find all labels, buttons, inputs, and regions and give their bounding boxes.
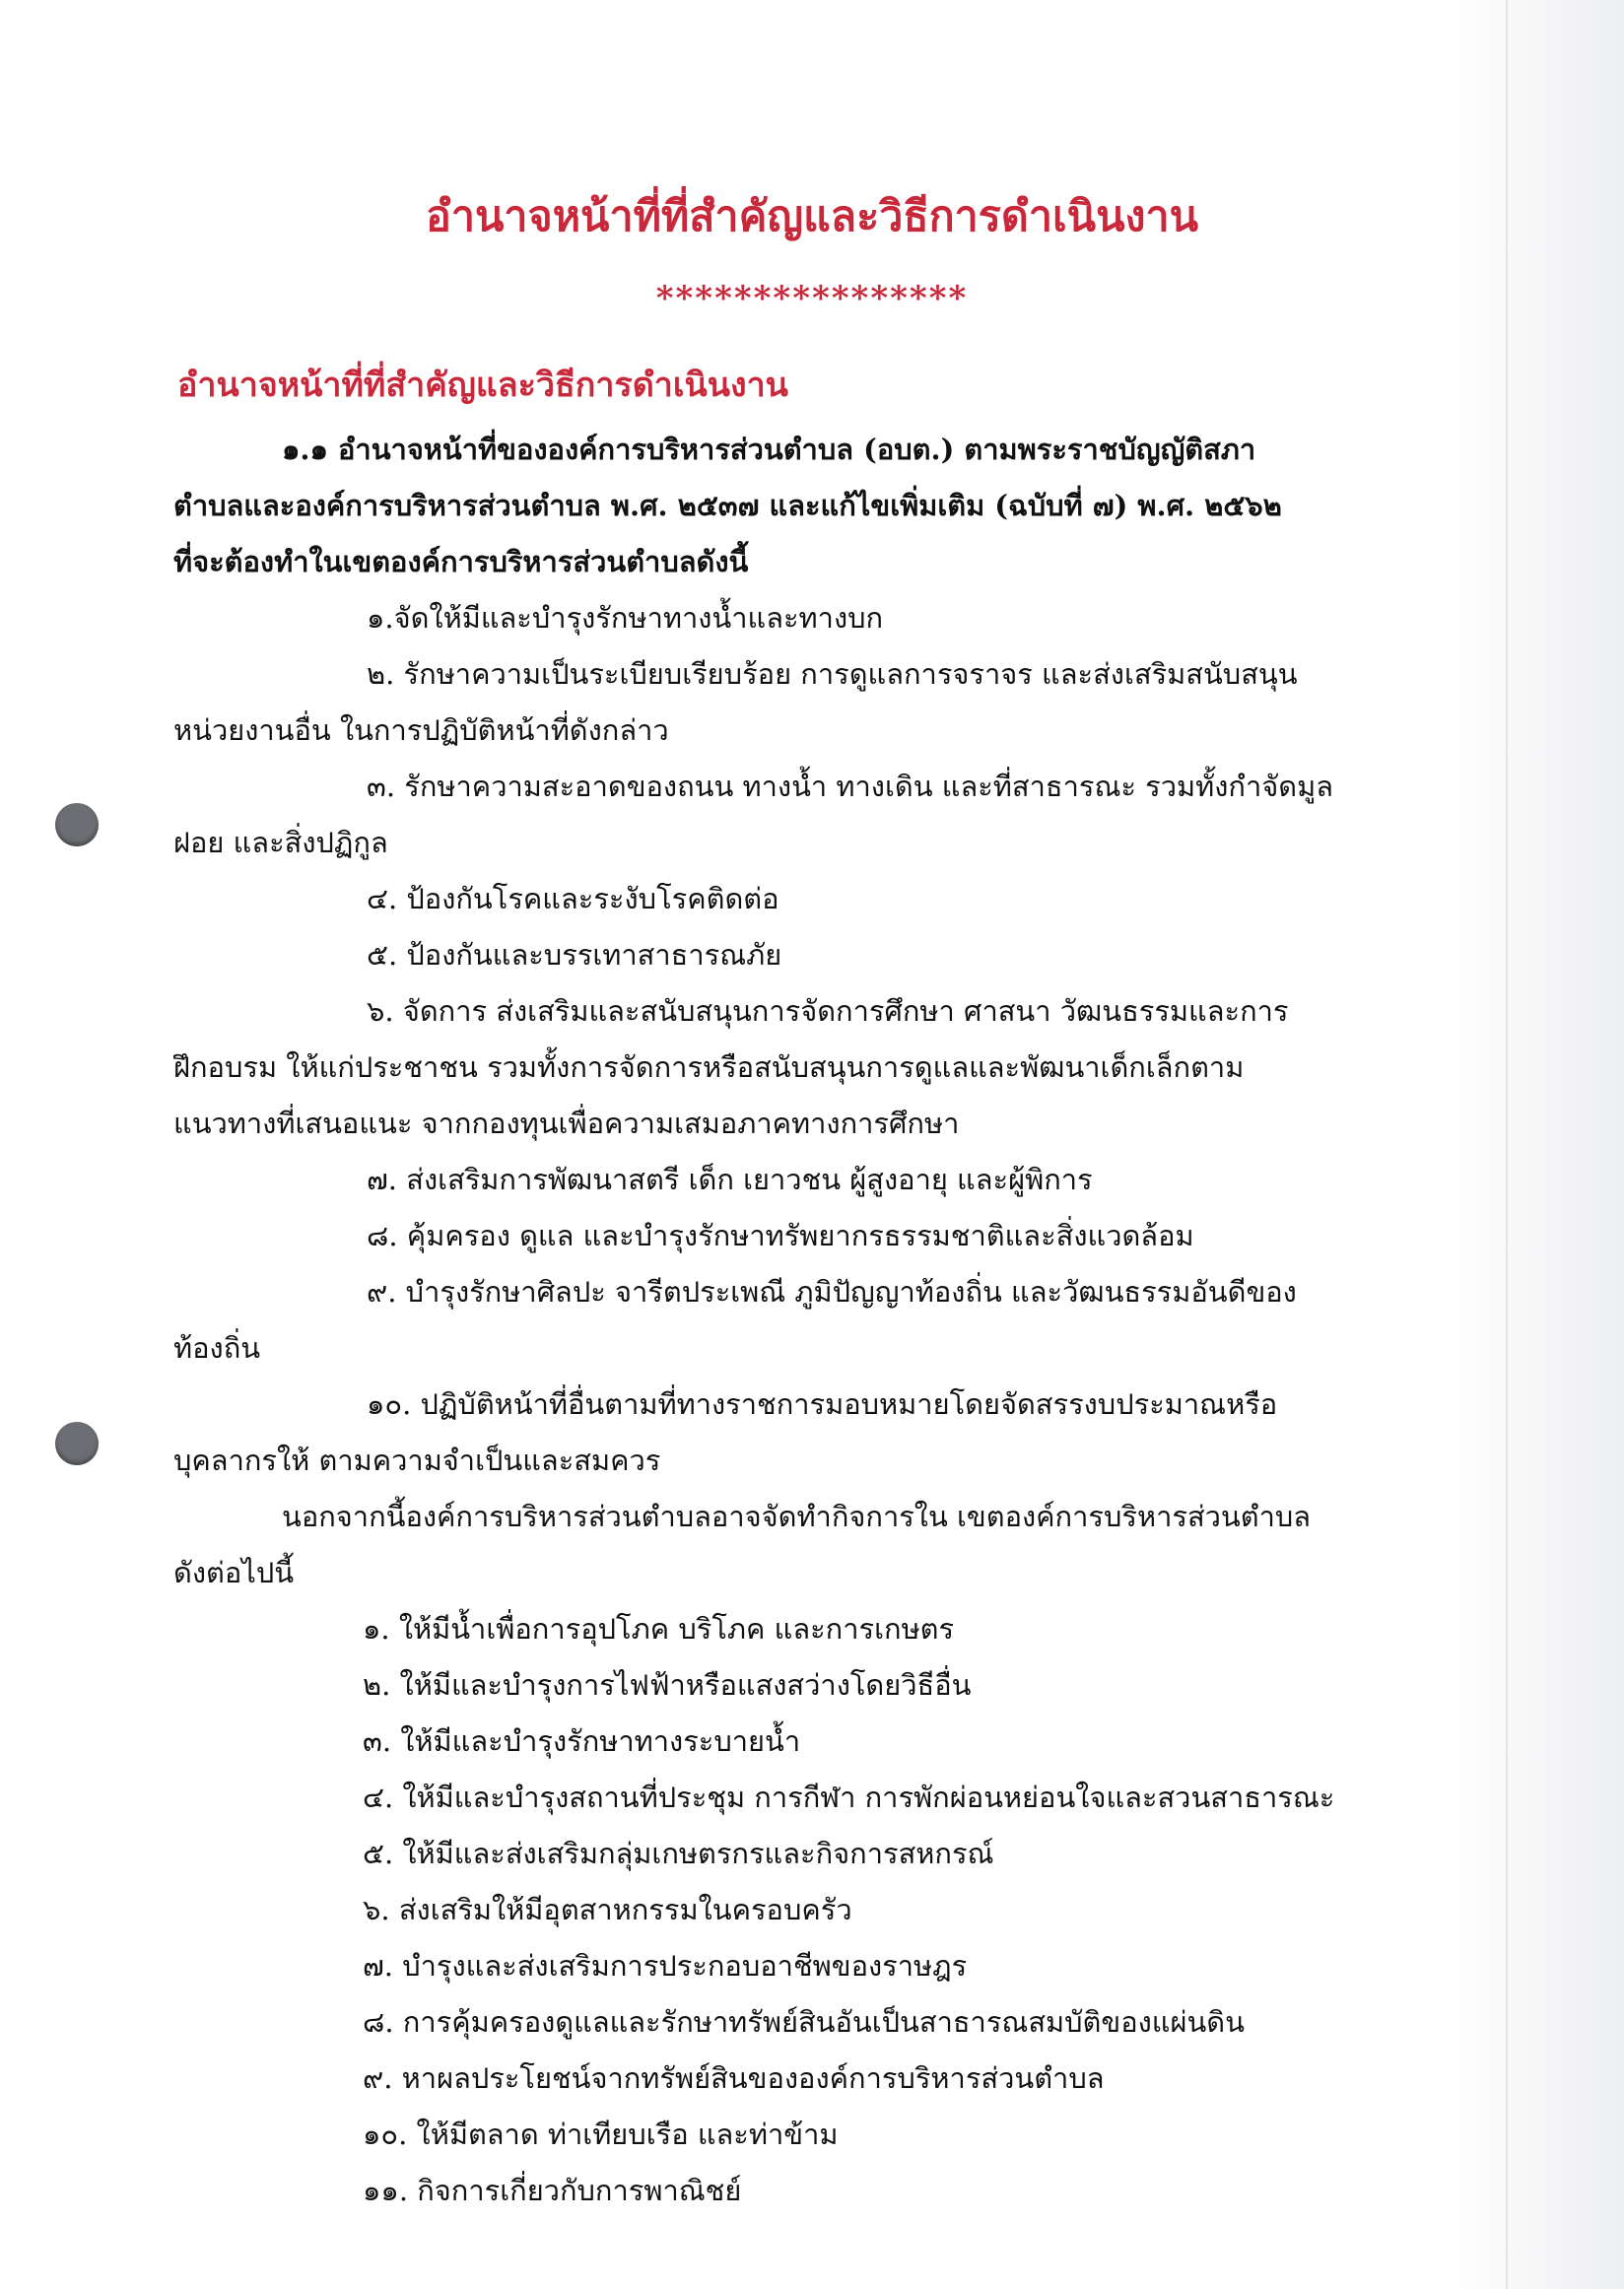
additional-item: ๖. ส่งเสริมให้มีอุตสาหกรรมในครอบครัว: [363, 1893, 852, 1926]
duty-item: ๙. บำรุงรักษาศิลปะ จารีตประเพณี ภูมิปัญญาท้องถิ่น และวัฒนธรรมอันดีของ: [367, 1275, 1297, 1309]
additional-item: ๘. การคุ้มครองดูแลและรักษาทรัพย์สินอันเป็นสาธารณสมบัติของแผ่นดิน: [363, 2005, 1245, 2039]
duty-item: ๖. จัดการ ส่งเสริมและสนับสนุนการจัดการศึกษา ศาสนา วัฒนธรรมและการ: [367, 994, 1289, 1028]
duty-item-continuation: หน่วยงานอื่น ในการปฏิบัติหน้าที่ดังกล่าว: [173, 713, 669, 747]
duty-item-continuation: ท้องถิ่น: [173, 1331, 261, 1365]
duty-item-continuation: แนวทางที่เสนอแนะ จากกองทุนเพื่อความเสมอภาคทางการศึกษา: [173, 1107, 960, 1140]
duty-item: ๔. ป้องกันโรคและระงับโรคติดต่อ: [367, 882, 779, 915]
additional-item: ๗. บำรุงและส่งเสริมการประกอบอาชีพของราษฎร: [363, 1949, 968, 1983]
additional-item: ๑๐. ให้มีตลาด ท่าเทียบเรือ และท่าข้าม: [363, 2118, 839, 2151]
duty-item: ๗. ส่งเสริมการพัฒนาสตรี เด็ก เยาวชน ผู้สูงอายุ และผู้พิการ: [367, 1163, 1093, 1196]
additional-item: ๙. หาผลประโยชน์จากทรัพย์สินขององค์การบริหารส่วนตำบล: [363, 2061, 1105, 2095]
intro-line: ๑.๑ อำนาจหน้าที่ขององค์การบริหารส่วนตำบล (อบต.) ตามพระราชบัญญัติสภา: [282, 433, 1256, 466]
intro-line: ที่จะต้องทำในเขตองค์การบริหารส่วนตำบลดังนี้: [173, 545, 749, 578]
duty-item: ๕. ป้องกันและบรรเทาสาธารณภัย: [367, 938, 782, 972]
duty-item-continuation: บุคลากรให้ ตามความจำเป็นและสมควร: [173, 1444, 661, 1477]
additional-item: ๑๑. กิจการเกี่ยวกับการพาณิชย์: [363, 2174, 742, 2207]
additional-item: ๔. ให้มีและบำรุงสถานที่ประชุม การกีฬา การพักผ่อนหย่อนใจและสวนสาธารณะ: [363, 1781, 1335, 1814]
page-edge: [1447, 0, 1624, 2289]
page-title: อำนาจหน้าที่ที่สำคัญและวิธีการดำเนินงาน: [426, 192, 1198, 241]
additional-item: ๕. ให้มีและส่งเสริมกลุ่มเกษตรกรและกิจการสหกรณ์: [363, 1837, 994, 1870]
intro-line: ตำบลและองค์การบริหารส่วนตำบล พ.ศ. ๒๕๓๗ และแก้ไขเพิ่มเติม (ฉบับที่ ๗) พ.ศ. ๒๕๖๒: [173, 489, 1282, 522]
document-body: [173, 422, 1395, 2219]
page-edge-line: [1506, 0, 1508, 2289]
additional-intro-line: ดังต่อไปนี้: [173, 1556, 295, 1589]
duty-item: ๓. รักษาความสะอาดของถนน ทางน้ำ ทางเดิน และที่สาธารณะ รวมทั้งกำจัดมูล: [367, 770, 1333, 803]
punch-hole: [55, 1422, 99, 1465]
additional-item: ๑. ให้มีน้ำเพื่อการอุปโภค บริโภค และการเกษตร: [363, 1612, 955, 1646]
section-heading: อำนาจหน้าที่ที่สำคัญและวิธีการดำเนินงาน: [177, 366, 788, 405]
title-separator: ****************: [655, 279, 969, 318]
duty-item-continuation: ฝึกอบรม ให้แก่ประชาชน รวมทั้งการจัดการหรือสนับสนุนการดูแลและพัฒนาเด็กเล็กตาม: [173, 1050, 1245, 1084]
additional-intro-line: นอกจากนี้องค์การบริหารส่วนตำบลอาจจัดทำกิจการใน เขตองค์การบริหารส่วนตำบล: [282, 1500, 1312, 1533]
duty-item: ๒. รักษาความเป็นระเบียบเรียบร้อย การดูแลการจราจร และส่งเสริมสนับสนุน: [367, 657, 1298, 691]
punch-hole: [55, 803, 99, 846]
duty-item-continuation: ฝอย และสิ่งปฏิกูล: [173, 826, 388, 859]
duty-item: ๘. คุ้มครอง ดูแล และบำรุงรักษาทรัพยากรธรรมชาติและสิ่งแวดล้อม: [367, 1219, 1194, 1252]
additional-item: ๓. ให้มีและบำรุงรักษาทางระบายน้ำ: [363, 1724, 801, 1758]
duty-item: ๑๐. ปฏิบัติหน้าที่อื่นตามที่ทางราชการมอบหมายโดยจัดสรรงบประมาณหรือ: [367, 1387, 1278, 1421]
additional-item: ๒. ให้มีและบำรุงการไฟฟ้าหรือแสงสว่างโดยวิธีอื่น: [363, 1668, 972, 1702]
duty-item: ๑.จัดให้มีและบำรุงรักษาทางน้ำและทางบก: [367, 601, 884, 635]
